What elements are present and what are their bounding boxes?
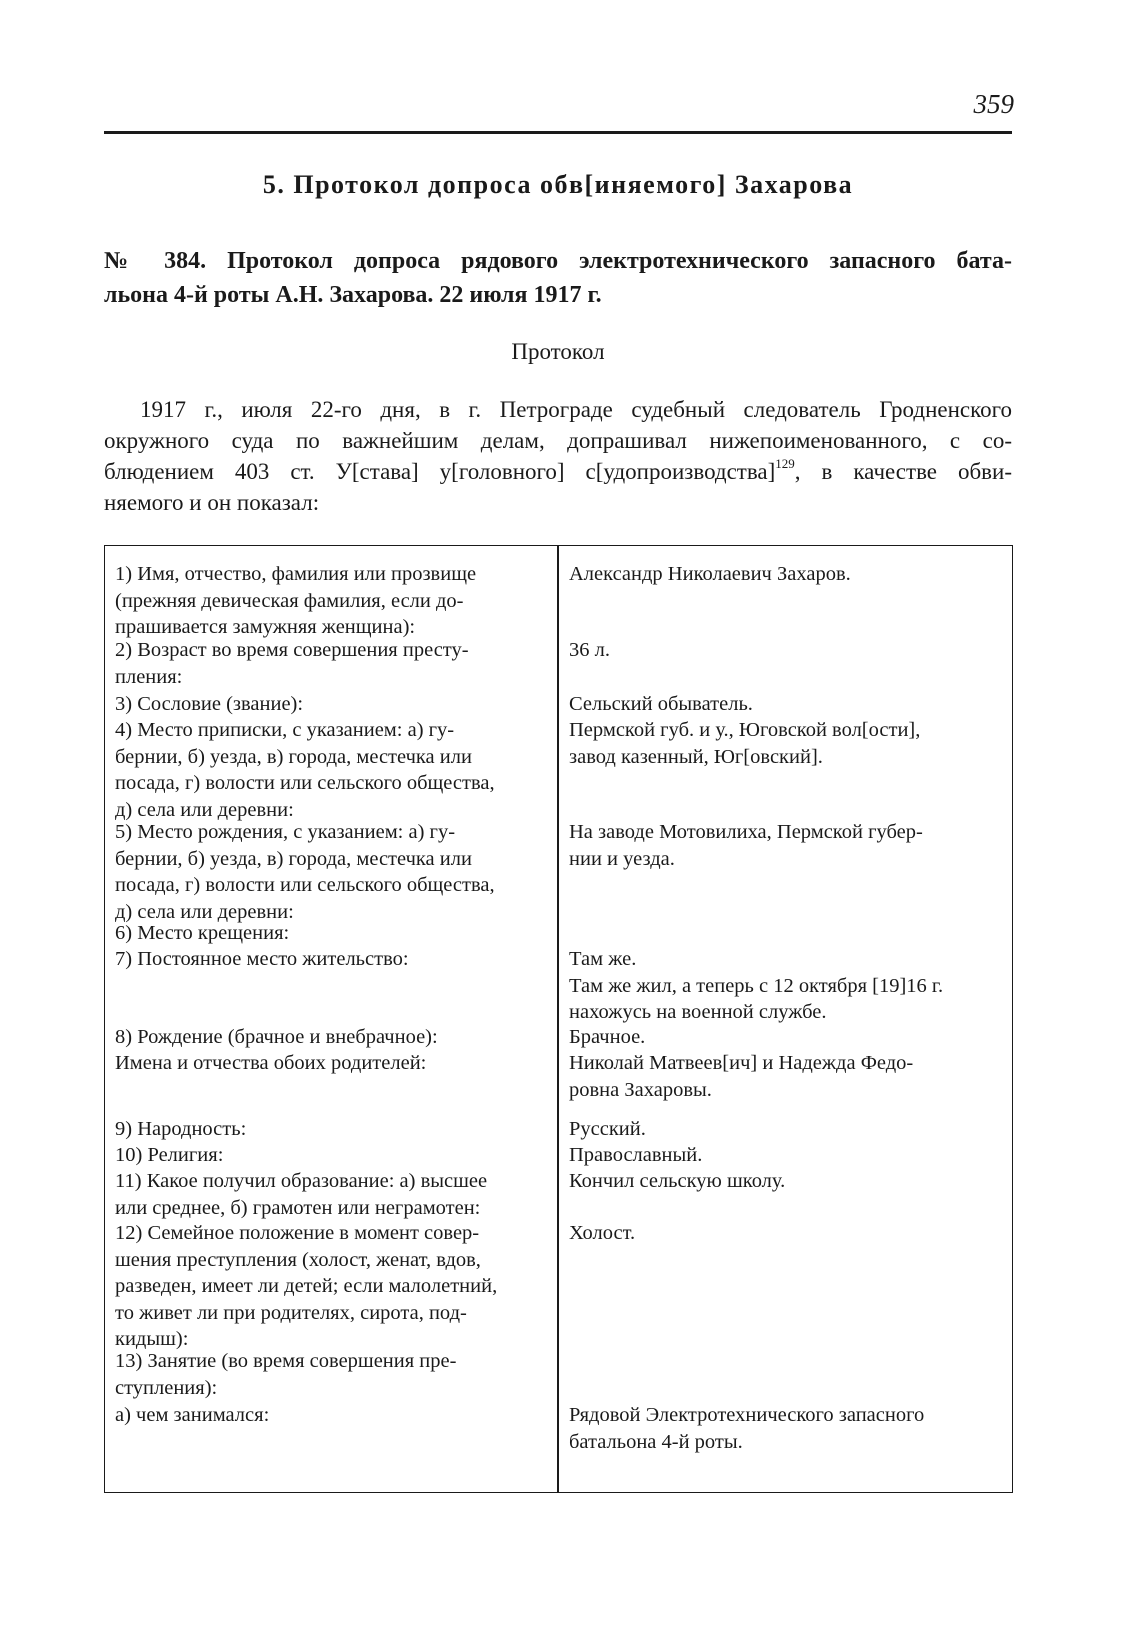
question-line: а) чем занимался: bbox=[115, 1404, 270, 1426]
intro-line-text: блюдением 403 ст. У[става] у[головного] с[удопроизводства] bbox=[104, 459, 776, 484]
header-rule bbox=[104, 131, 1012, 134]
question-line: (прежняя девическая фамилия, если до- bbox=[115, 589, 464, 612]
question-line: 2) Возраст во время совершения престу- bbox=[115, 639, 469, 661]
column-divider bbox=[557, 546, 559, 1492]
intro-line bbox=[104, 456, 1012, 487]
question-line: пления: bbox=[115, 665, 183, 688]
answer-cell bbox=[569, 1116, 1009, 1143]
answer-line: батальона 4-й роты. bbox=[569, 1430, 743, 1453]
question-cell bbox=[115, 1024, 545, 1051]
question-line: шения преступления (холост, женат, вдов, bbox=[115, 1248, 481, 1271]
question-line: 1) Имя, отчество, фамилия или прозвище bbox=[115, 563, 477, 585]
document-heading bbox=[104, 244, 1012, 312]
question-line: 6) Место крещения: bbox=[115, 922, 290, 944]
footnote-reference: 129 bbox=[775, 456, 795, 472]
answer-line: нахожусь на военной службе. bbox=[569, 1001, 827, 1023]
question-line: 11) Какое получил образование: а) высшее bbox=[115, 1170, 488, 1192]
answer-cell bbox=[569, 1220, 1009, 1247]
answer-line: Сельский обыватель. bbox=[569, 693, 753, 715]
question-cell bbox=[115, 1050, 545, 1077]
answer-line: Рядовой Электротехнического запасного bbox=[569, 1404, 925, 1426]
answer-cell bbox=[569, 1050, 1009, 1103]
intro-line-text: , в качестве обви- bbox=[794, 459, 1012, 484]
answer-cell bbox=[569, 1024, 1009, 1051]
document-heading-line: № 384. Протокол допроса рядового электротехнического запасного бата- bbox=[104, 248, 1012, 274]
question-line: Имена и отчества обоих родителей: bbox=[115, 1052, 427, 1074]
answer-line: Там же. bbox=[569, 948, 637, 970]
question-line: 12) Семейное положение в момент совер- bbox=[115, 1222, 480, 1244]
protocol-title: Протокол bbox=[511, 339, 605, 364]
document-heading-line: льона 4-й роты А.Н. Захарова. 22 июля 1917 г. bbox=[104, 282, 602, 308]
question-cell bbox=[115, 1348, 545, 1401]
question-line: бернии, б) уезда, в) города, местечка или bbox=[115, 745, 472, 768]
section-title: 5. Протокол допроса обв[иняемого] Захарова bbox=[262, 170, 854, 199]
answer-line: Холост. bbox=[569, 1222, 636, 1244]
answer-line: Пермской губ. и у., Юговской вол[ости], bbox=[569, 719, 921, 741]
page-number: 359 bbox=[973, 89, 1014, 119]
question-line: 13) Занятие (во время совершения пре- bbox=[115, 1350, 457, 1372]
answer-line: Николай Матвеев[ич] и Надежда Федо- bbox=[569, 1052, 914, 1074]
question-cell bbox=[115, 946, 545, 973]
answer-cell bbox=[569, 819, 1009, 872]
question-cell bbox=[115, 1402, 545, 1429]
question-line: разведен, имеет ли детей; если малолетний, bbox=[115, 1275, 498, 1297]
answer-cell bbox=[569, 1168, 1009, 1195]
question-line: 10) Религия: bbox=[115, 1144, 224, 1166]
answer-line: Александр Николаевич Захаров. bbox=[569, 563, 851, 585]
question-line: 4) Место приписки, с указанием: а) гу- bbox=[115, 719, 455, 741]
question-line: 9) Народность: bbox=[115, 1118, 247, 1140]
question-cell bbox=[115, 561, 545, 641]
question-cell bbox=[115, 637, 545, 690]
answer-line: На заводе Мотовилиха, Пермской губер- bbox=[569, 821, 923, 843]
question-line: или среднее, б) грамотен или неграмотен: bbox=[115, 1196, 481, 1219]
question-line: посада, г) волости или сельского общества, bbox=[115, 874, 495, 896]
question-line: бернии, б) уезда, в) города, местечка или bbox=[115, 847, 472, 870]
question-cell bbox=[115, 1220, 545, 1353]
answer-cell bbox=[569, 561, 1009, 588]
answer-line: ровна Захаровы. bbox=[569, 1078, 712, 1101]
question-line: 7) Постоянное место жительство: bbox=[115, 948, 409, 970]
intro-line: 1917 г., июля 22-го дня, в г. Петрограде судебный следователь Гродненского bbox=[140, 397, 1012, 422]
question-cell bbox=[115, 819, 545, 925]
questionnaire-table bbox=[104, 545, 1013, 1493]
answer-cell bbox=[569, 1142, 1009, 1169]
question-line: 3) Сословие (звание): bbox=[115, 693, 304, 715]
intro-line: няемого и он показал: bbox=[104, 490, 320, 515]
answer-line: Православный. bbox=[569, 1144, 703, 1166]
question-cell bbox=[115, 920, 545, 947]
question-cell bbox=[115, 717, 545, 823]
answer-line: завод казенный, Юг[овский]. bbox=[569, 745, 823, 768]
answer-line: нии и уезда. bbox=[569, 847, 675, 870]
answer-line: Кончил сельскую школу. bbox=[569, 1170, 786, 1192]
question-cell bbox=[115, 1168, 545, 1221]
question-cell bbox=[115, 1142, 545, 1169]
answer-line: 36 л. bbox=[569, 639, 610, 661]
question-cell bbox=[115, 691, 545, 718]
answer-line: Брачное. bbox=[569, 1026, 646, 1048]
question-line: 5) Место рождения, с указанием: а) гу- bbox=[115, 821, 456, 843]
question-line: прашивается замужняя женщина): bbox=[115, 616, 416, 638]
answer-cell bbox=[569, 691, 1009, 718]
answer-line: Там же жил, а теперь с 12 октября [19]16 г. bbox=[569, 974, 944, 997]
question-line: то живет ли при родителях, сирота, под- bbox=[115, 1301, 467, 1324]
question-line: 8) Рождение (брачное и внебрачное): bbox=[115, 1026, 438, 1048]
answer-cell bbox=[569, 637, 1009, 664]
question-line: ступления): bbox=[115, 1376, 218, 1399]
answer-cell bbox=[569, 946, 1009, 1026]
question-cell bbox=[115, 1116, 545, 1143]
answer-cell bbox=[569, 717, 1009, 770]
answer-line: Русский. bbox=[569, 1118, 646, 1140]
question-line: д) села или деревни: bbox=[115, 900, 294, 923]
question-line: д) села или деревни: bbox=[115, 798, 294, 821]
intro-line: окружного суда по важнейшим делам, допрашивал нижепоименованного, с со- bbox=[104, 428, 1012, 453]
question-line: посада, г) волости или сельского общества, bbox=[115, 772, 495, 794]
answer-cell bbox=[569, 1402, 1009, 1455]
intro-paragraph bbox=[104, 394, 1012, 518]
question-line: кидыш): bbox=[115, 1328, 189, 1350]
